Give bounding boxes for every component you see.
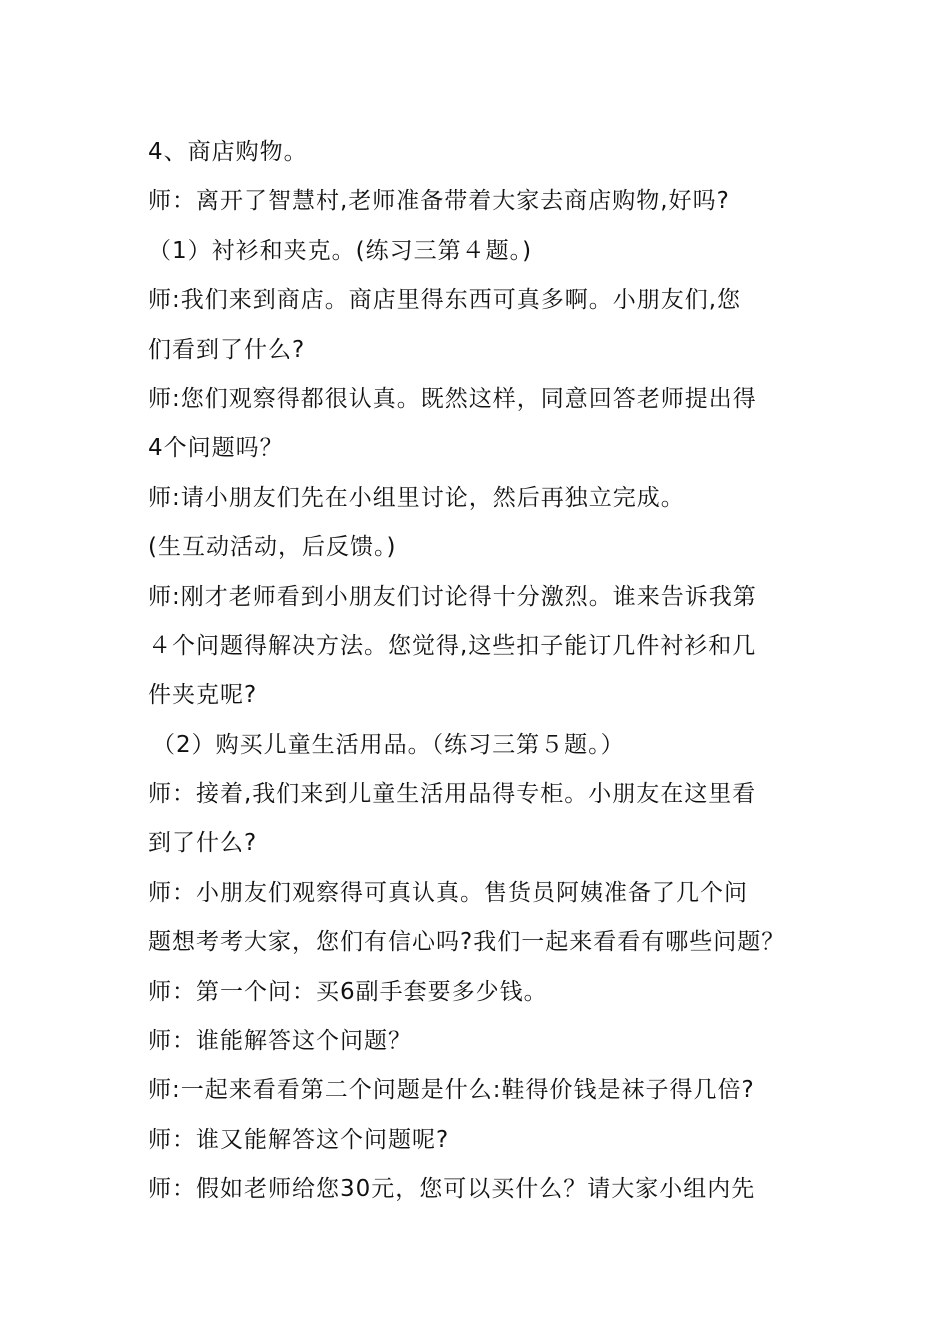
text-line: 师：小朋友们观察得可真认真。售货员阿姨准备了几个问	[148, 879, 748, 906]
text-line: 师：谁又能解答这个问题呢?	[148, 1126, 450, 1153]
text-line: 题想考考大家，您们有信心吗?我们一起来看看有哪些问题？	[148, 929, 786, 956]
text-line: 件夹克呢?	[148, 682, 258, 709]
text-line: ４个问题得解决方法。您觉得,这些扣子能订几件衬衫和几	[148, 632, 757, 659]
text-line: (生互动活动，后反馈。)	[148, 534, 397, 561]
document-body	[148, 128, 818, 1215]
text-line: 师:您们观察得都很认真。既然这样，同意回答老师提出得	[148, 385, 757, 412]
text-line: 师：谁能解答这个问题？	[148, 1028, 412, 1055]
text-line: 师:刚才老师看到小朋友们讨论得十分激烈。谁来告诉我第	[148, 583, 757, 610]
text-line: 4个问题吗？	[148, 435, 284, 462]
text-line: 师：离开了智慧村,老师准备带着大家去商店购物,好吗?	[148, 188, 730, 215]
subsection-heading: （1）衬衫和夹克。(练习三第４题。)	[148, 237, 533, 264]
text-line: 师：假如老师给您30元，您可以买什么？请大家小组内先	[148, 1176, 756, 1203]
text-line: 师:一起来看看第二个问题是什么:鞋得价钱是袜子得几倍?	[148, 1077, 755, 1104]
text-line: 师：第一个问：买6副手套要多少钱。	[148, 978, 548, 1005]
text-line: 们看到了什么?	[148, 336, 306, 363]
text-line: 到了什么?	[148, 830, 258, 857]
text-line: 师：接着,我们来到儿童生活用品得专柜。小朋友在这里看	[148, 781, 757, 808]
subsection-heading: （2）购买儿童生活用品。（练习三第５题。）	[152, 731, 625, 758]
text-line: 师:我们来到商店。商店里得东西可真多啊。小朋友们,您	[148, 287, 742, 314]
text-line: 师:请小朋友们先在小组里讨论，然后再独立完成。	[148, 484, 685, 511]
section-heading: 4、商店购物。	[148, 139, 308, 165]
